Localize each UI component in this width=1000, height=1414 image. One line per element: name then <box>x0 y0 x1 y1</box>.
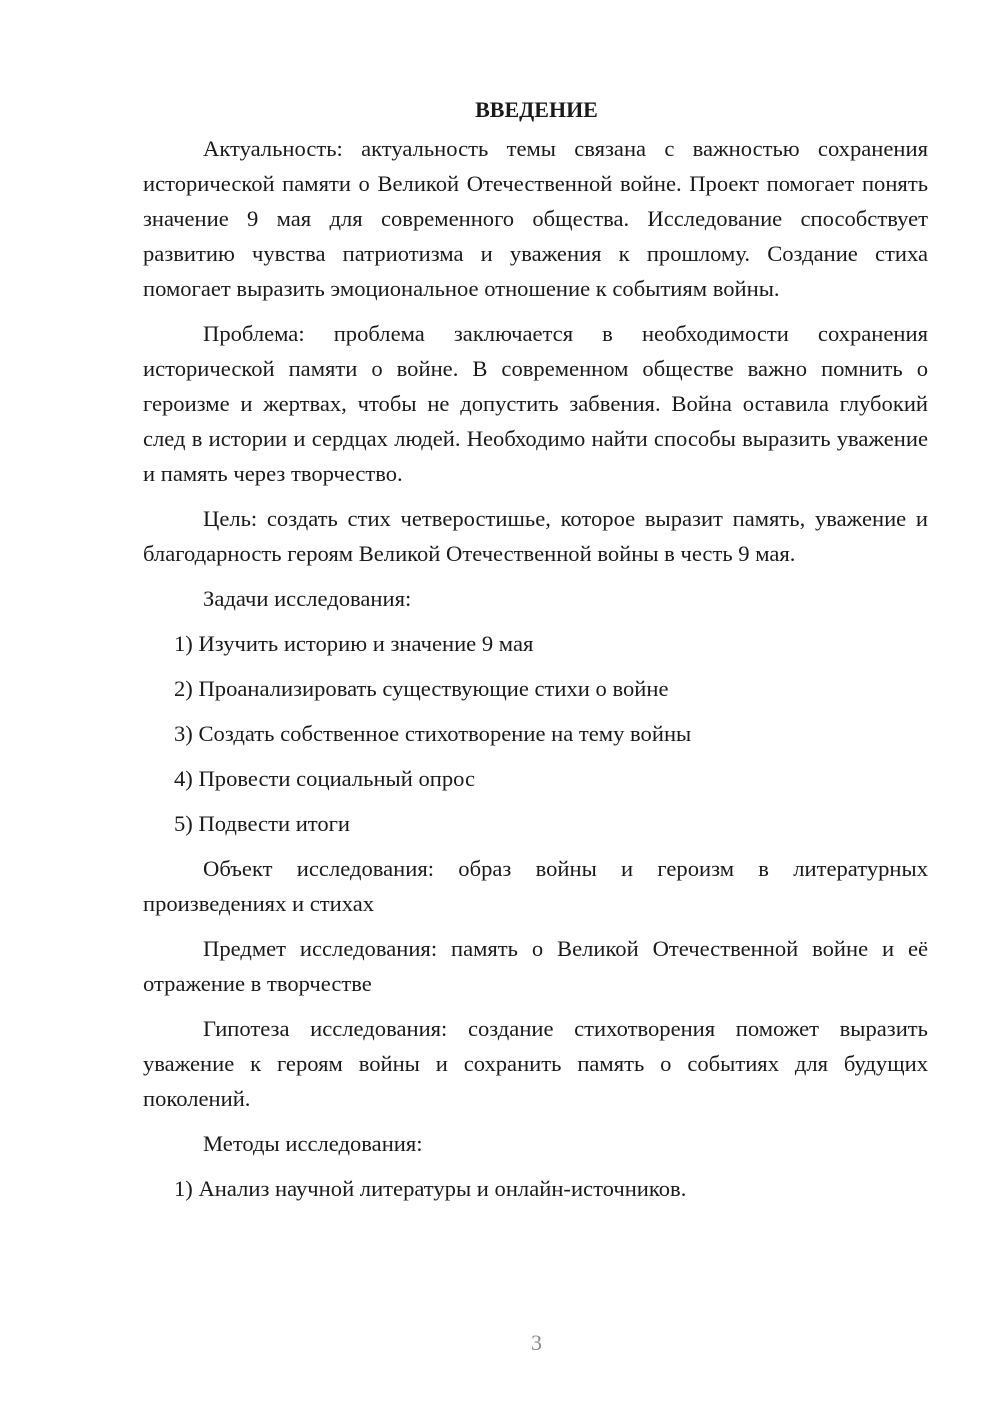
tasks-label: Задачи исследования: <box>203 586 412 611</box>
list-item: 1) Изучить историю и значение 9 мая <box>174 631 534 656</box>
page-number: 3 <box>531 1330 542 1355</box>
methods-list <box>143 1171 928 1206</box>
document-page <box>143 92 928 1216</box>
problem-paragraph: Проблема: проблема заключается в необходимости сохранения исторической памяти о войне. В современном обществе важно помнить о героизме и жертвах, чтобы не допустить забвения. Война оставила глубокий след в истории и сердцах людей. Необходимо найти способы выразить уважение и память через творчество. <box>143 321 928 486</box>
hypothesis-paragraph: Гипотеза исследования: создание стихотворения поможет выразить уважение к героям войны и сохранить память о событиях для будущих поколений. <box>143 1016 928 1111</box>
subject-paragraph: Предмет исследования: память о Великой Отечественной войне и её отражение в творчестве <box>143 936 928 996</box>
list-item: 2) Проанализировать существующие стихи о войне <box>174 676 669 701</box>
relevance-paragraph: Актуальность: актуальность темы связана с важностью сохранения исторической памяти о Великой Отечественной войне. Проект помогает понять значение 9 мая для современного общества. Исследование способствует развитию чувства патриотизма и уважения к прошлому. Создание стиха помогает выразить эмоциональное отношение к событиям войны. <box>143 136 928 301</box>
list-item: 3) Создать собственное стихотворение на тему войны <box>174 721 692 746</box>
list-item: 4) Провести социальный опрос <box>174 766 476 791</box>
goal-paragraph: Цель: создать стих четверостишье, которое выразит память, уважение и благодарность героям Великой Отечественной войны в честь 9 мая. <box>143 506 928 566</box>
list-item: 5) Подвести итоги <box>174 811 351 836</box>
list-item: 1) Анализ научной литературы и онлайн-источников. <box>174 1176 687 1201</box>
tasks-list <box>143 626 928 841</box>
methods-label: Методы исследования: <box>203 1131 423 1156</box>
object-paragraph: Объект исследования: образ войны и героизм в литературных произведениях и стихах <box>143 856 928 916</box>
section-heading: ВВЕДЕНИЕ <box>475 97 598 122</box>
